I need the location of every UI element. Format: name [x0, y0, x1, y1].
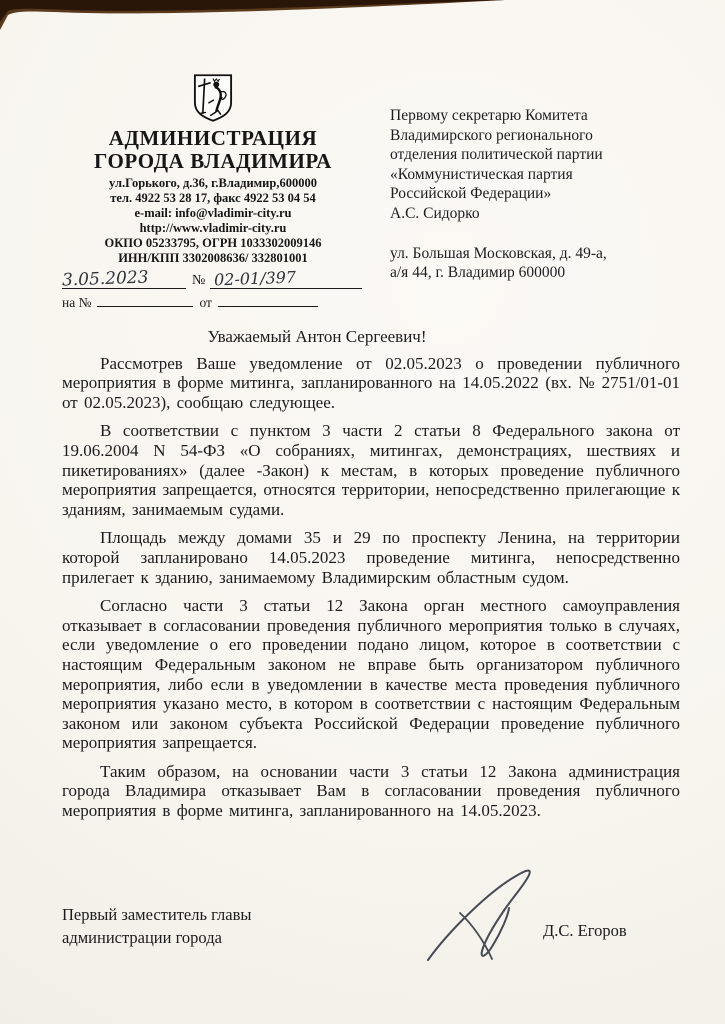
ref-na-label: на №: [62, 295, 92, 310]
recipient-address-line: а/я 44, г. Владимир 600000: [390, 264, 566, 282]
recipient-line: Первому секретарю Комитета: [390, 107, 588, 124]
letterhead-okpo-ogrn: ОКПО 05233795, ОГРН 1033302009146: [104, 236, 322, 250]
handwritten-number: 02-01/397: [214, 267, 297, 290]
handwritten-date: 3.05.2023: [61, 267, 149, 291]
recipient-name: А.С. Сидорко: [390, 204, 480, 222]
letterhead-website: http://www.vladimir-city.ru: [139, 221, 287, 235]
ref-ot-label: от: [199, 295, 212, 310]
recipient-block: [390, 106, 700, 283]
signer-position-line1: Первый заместитель главы: [62, 905, 252, 924]
body-paragraph: Рассмотрев Ваше уведомление от 02.05.2023 о проведении публичного мероприятия в форме митинга, запланированного на 14.05.2022 (вх. № 2751/01-01 от 02.05.2023), сообщаю следующее.: [62, 353, 680, 412]
body-paragraph: Таким образом, на основании части 3 статьи 12 Закона администрация города Владимира отказывает Вам в согласовании проведения публичного мероприятия в форме митинга, запланированного на 14.05.2023.: [62, 761, 680, 821]
signer-position-line2: администрации города: [62, 927, 222, 947]
body-paragraph: В соответствии с пунктом 3 части 2 статьи 8 Федерального закона от 19.06.2004 N 54-ФЗ «О собраниях, митингах, демонстрациях, шествиях и пикетированиях» (далее -Закон) к местам, в которых проведение публичного мероприятия запрещается, относятся территории, непосредственно прилегающие к зданиям, занимаемым судами.: [62, 421, 680, 519]
letterhead-address: ул.Горького, д.36, г.Владимир,600000: [109, 176, 317, 190]
date-blank-line: [62, 269, 186, 289]
org-name-line2: ГОРОДА ВЛАДИМИРА: [94, 149, 332, 173]
reference-number-row: [46, 294, 380, 311]
recipient-line: «Коммунистическая партия: [390, 165, 573, 183]
ref-number-blank-line: [97, 294, 193, 307]
handwritten-signature-icon: [422, 864, 557, 969]
number-blank-line: [210, 269, 362, 289]
salutation: Уважаемый Антон Сергеевич!: [207, 327, 427, 346]
body-paragraph: Согласно части 3 статьи 12 Закона орган местного самоуправления отказывает в согласовании проведения публичного мероприятия только в случаях, если уведомление о его проведении подано лицом, которое в соответствии с настоящим Федеральным законом не вправе быть организатором публичного мероприятия, либо если в уведомлении в качестве места проведения публичного мероприятия указано место, в котором в соответствии с настоящим Федеральным законом или законом субъекта Российской Федерации проведение публичного мероприятия запрещается.: [62, 596, 680, 753]
letterhead: [46, 72, 380, 311]
org-name-line1: АДМИНИСТРАЦИЯ: [108, 126, 318, 150]
letter-body: [62, 327, 680, 821]
recipient-line: Российской Федерации»: [390, 185, 552, 203]
signature-block: [62, 904, 680, 949]
recipient-line: Владимирского регионального: [390, 126, 593, 144]
number-sign-label: №: [192, 273, 206, 288]
recipient-address-line: ул. Большая Московская, д. 49-а,: [390, 244, 607, 262]
body-paragraph: Площадь между домами 35 и 29 по проспекту Ленина, на территории которой запланировано 14.05.2023 проведение митинга, непосредственно прилегает к зданию, занимаемому Владимирским областным судом.: [62, 528, 680, 587]
vladimir-coat-of-arms-icon: [190, 72, 236, 124]
ref-date-blank-line: [218, 294, 318, 307]
outgoing-number-row: [46, 269, 380, 290]
recipient-line: отделения политической партии: [390, 146, 603, 164]
photo-background-edge: [0, 0, 725, 36]
signer-name: Д.С. Егоров: [543, 921, 627, 940]
letterhead-email: e-mail: info@vladimir-city.ru: [134, 206, 292, 220]
letterhead-inn-kpp: ИНН/КПП 3302008636/ 332801001: [118, 251, 308, 265]
letterhead-phone-fax: тел. 4922 53 28 17, факс 4922 53 04 54: [110, 191, 316, 205]
